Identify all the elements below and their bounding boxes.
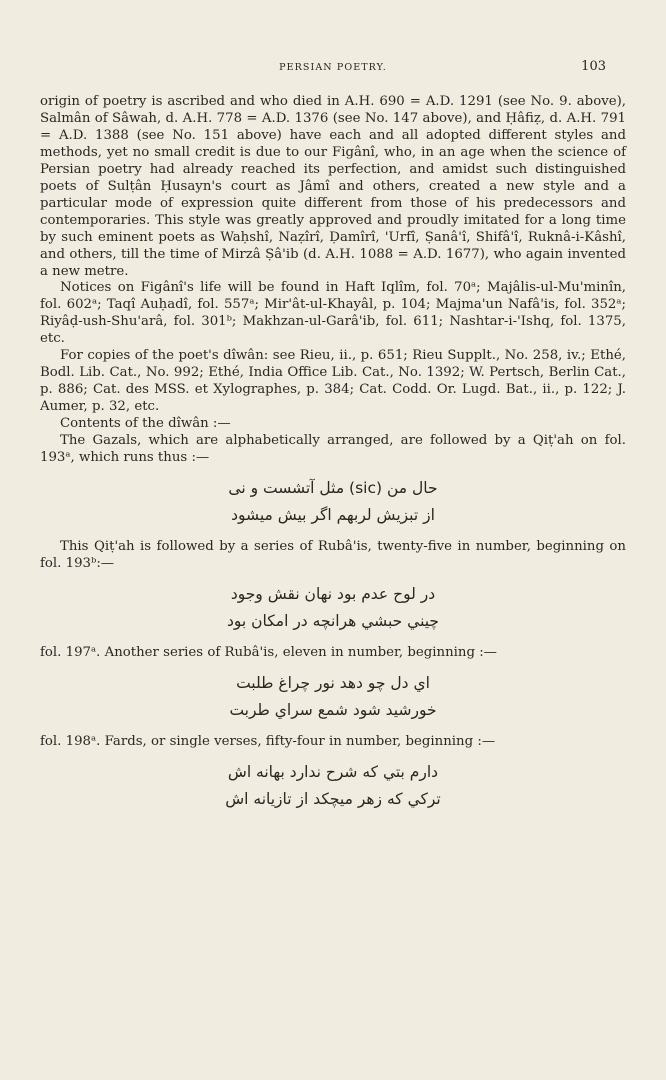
verse-line: خورشيد شود شمع سراي طربت [229,700,437,719]
running-title: PERSIAN POETRY. [279,62,387,73]
verse-line: حال من (sic) مثل آتشست و نی [228,478,438,497]
paragraph-rubais: This Qiṭ'ah is followed by a series of Rubâ'is, twenty-five in number, beginning on fol. 193ᵇ:— [40,538,626,571]
page-number: 103 [581,59,606,74]
paragraph-copies: For copies of the poet's dîwân: see Rieu, ii., p. 651; Rieu Supplt., No. 258, iv.; Ethé, Bodl. Lib. Cat., No. 992; Ethé, India Office Lib. Cat., No. 1392; W. Pertsch, Berlin Cat., p. 886; Cat. des MSS. et Xylographes, p. 384; Cat. Codd. Or. Lugd. Bat., ii., p. 122; J. Aumer, p. 32, etc. [40,348,626,415]
paragraph-fol-198: fol. 198ᵃ. Fards, or single verses, fifty-four in number, beginning :— [40,733,496,749]
paragraph-gazals: The Gazals, which are alphabetically arranged, are followed by a Qiṭ'ah on fol. 193ᵃ, which runs thus :— [40,433,626,466]
verse-line: اي دل چو دهد نور چراغ طلبت [236,673,430,692]
verse-line: دارم بتي كه شرح ندارد بهانه اش [227,762,439,781]
persian-verse-rubai-1 [40,581,626,635]
paragraph-notices: Notices on Figânî's life will be found in Haft Iqlîm, fol. 70ᵃ; Majâlis-ul-Mu'minîn, fol. 602ᵃ; Taqî Auḥadî, fol. 557ᵃ; Mir'ât-ul-Khayâl, p. 104; Majma'un Nafâ'is, fol. 352ᵃ; Riyâḍ-ush-Shu'arâ, fol. 301ᵇ; Makhzan-ul-Garâ'ib, fol. 611; Nashtar-i-'Ishq, fol. 1375, etc. [40,280,626,347]
paragraph-poets-styles: origin of poetry is ascribed and who died in A.H. 690 = A.D. 1291 (see No. 9. above), Salmân of Sâwah, d. A.H. 778 = A.D. 1376 (see No. 147 above), and Ḥâfiẓ, d. A.H. 791 = A.D. 1388 (see No. 151 above) have each and all adopted different styles and methods, yet no small credit is due to our Figânî, who, in an age when the science of Persian poetry had already reached its perfection, and amidst such distinguished poets of Sulṭân Ḥusayn's court as Jâmî and others, created a new style and a particular mode of expression quite different from those of his predecessors and contemporaries. This style was greatly approved and proudly imitated for a long time by such eminent poets as Waḥshî, Naẓîrî, Ḍamîrî, 'Urfî, Ṣanâ'î, Shifâ'î, Ruknâ-i-Kâshî, and others, till the time of Mirzâ Ṣâ'ib (d. A.H. 1088 = A.D. 1677), who again invented a new metre. [40,94,626,279]
verse-line: تركي كه زهر ميچكد از تازيانه اش [225,789,441,808]
verse-line: چيني حبشي هرانچه در امكان بود [226,611,440,630]
verse-line: از تبزیش لربهم اگر بیش میشود [231,505,435,524]
persian-verse-rubai-2 [40,670,626,724]
persian-verse-fards [40,759,626,813]
persian-verse-qitah [40,475,626,529]
main-text [40,94,626,813]
paragraph-fol-197: fol. 197ᵃ. Another series of Rubâ'is, eleven in number, beginning :— [40,644,497,660]
paragraph-contents: Contents of the dîwân :— [60,416,231,432]
verse-line: در لوح عدم بود نهان نقش وجود [230,584,436,603]
